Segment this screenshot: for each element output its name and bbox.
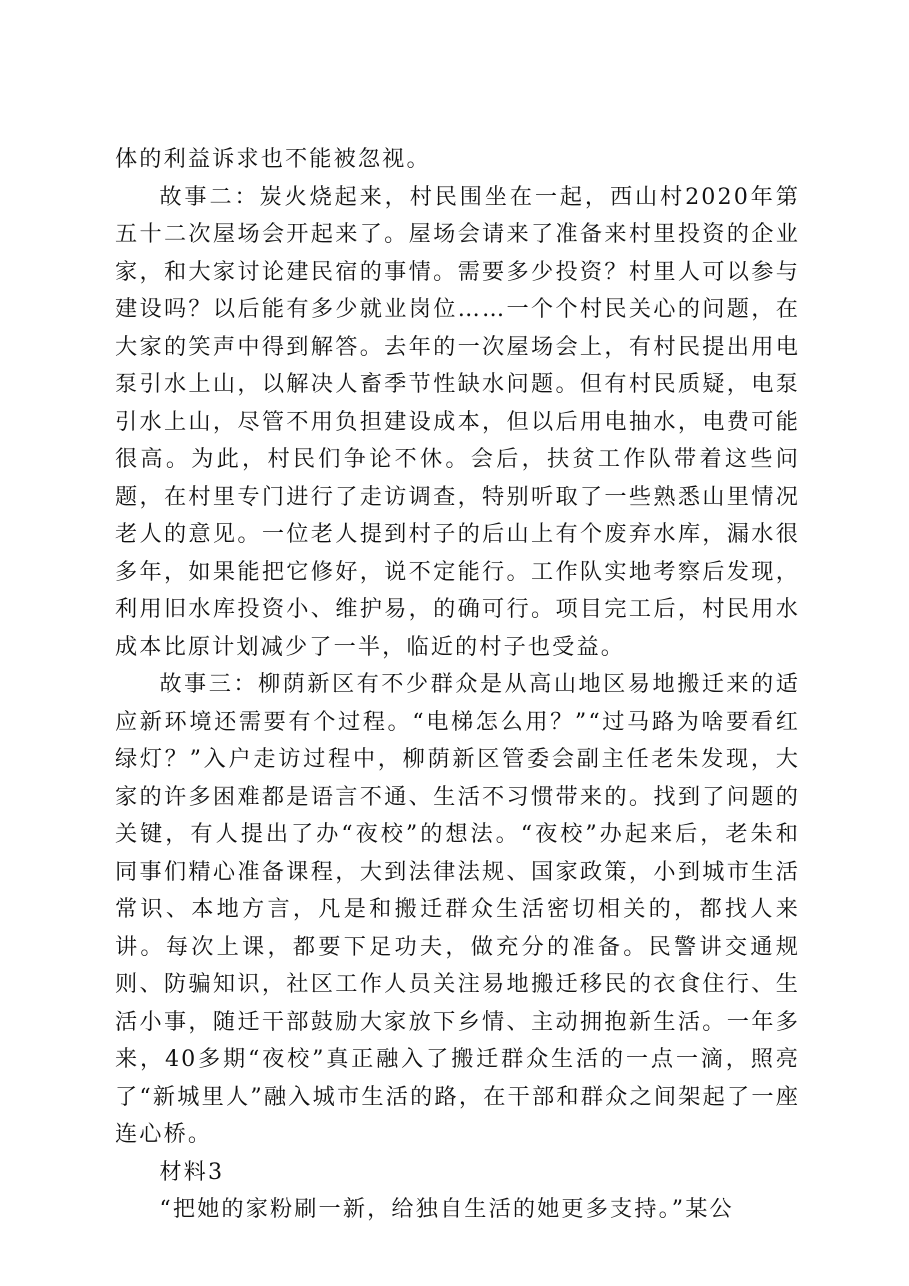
paragraph-material-three: “把她的家粉刷一新，给独自生活的她更多支持。”某公 [159,1196,734,1222]
document-body [115,141,800,1229]
paragraph-story-three: 故事三：柳荫新区有不少群众是从高山地区易地搬迁来的适应新环境还需要有个过程。“电梯怎么用？”“过马路为啥要看红绿灯？”入户走访过程中，柳荫新区管委会副主任老朱发现，大家的许多困难都是语言不通、生活不习惯带来的。找到了问题的关键，有人提出了办“夜校”的想法。“夜校”办起来后，老朱和同事们精心准备课程，大到法律法规、国家政策，小到城市生活常识、本地方言，凡是和搬迁群众生活密切相关的，都找人来讲。每次上课，都要下足功夫，做充分的准备。民警讲交通规则、防骗知识，社区工作人员关注易地搬迁移民的衣食住行、生活小事，随迁干部鼓励大家放下乡情、主动拥抱新生活。一年多来，40多期“夜校”真正融入了搬迁群众生活的一点一滴，照亮了“新城里人”融入城市生活的路，在干部和群众之间架起了一座连心桥。 [115,671,800,1147]
material-heading: 材料3 [159,1158,225,1185]
paragraph-story-two: 故事二：炭火烧起来，村民围坐在一起，西山村2020年第五十二次屋场会开起来了。屋场会请来了准备来村里投资的企业家，和大家讨论建民宿的事情。需要多少投资？村里人可以参与建设吗？以后能有多少就业岗位……一个个村民关心的问题，在大家的笑声中得到解答。去年的一次屋场会上，有村民提出用电泵引水上山，以解决人畜季节性缺水问题。但有村民质疑，电泵引水上山，尽管不用负担建设成本，但以后用电抽水，电费可能很高。为此，村民们争论不休。会后，扶贫工作队带着这些问题，在村里专门进行了走访调查，特别听取了一些熟悉山里情况老人的意见。一位老人提到村子的后山上有个废弃水库，漏水很多年，如果能把它修好，说不定能行。工作队实地考察后发现，利用旧水库投资小、维护易，的确可行。项目完工后，村民用水成本比原计划减少了一半，临近的村子也受益。 [115,183,800,660]
paragraph-continuation: 体的利益诉求也不能被忽视。 [115,146,431,172]
